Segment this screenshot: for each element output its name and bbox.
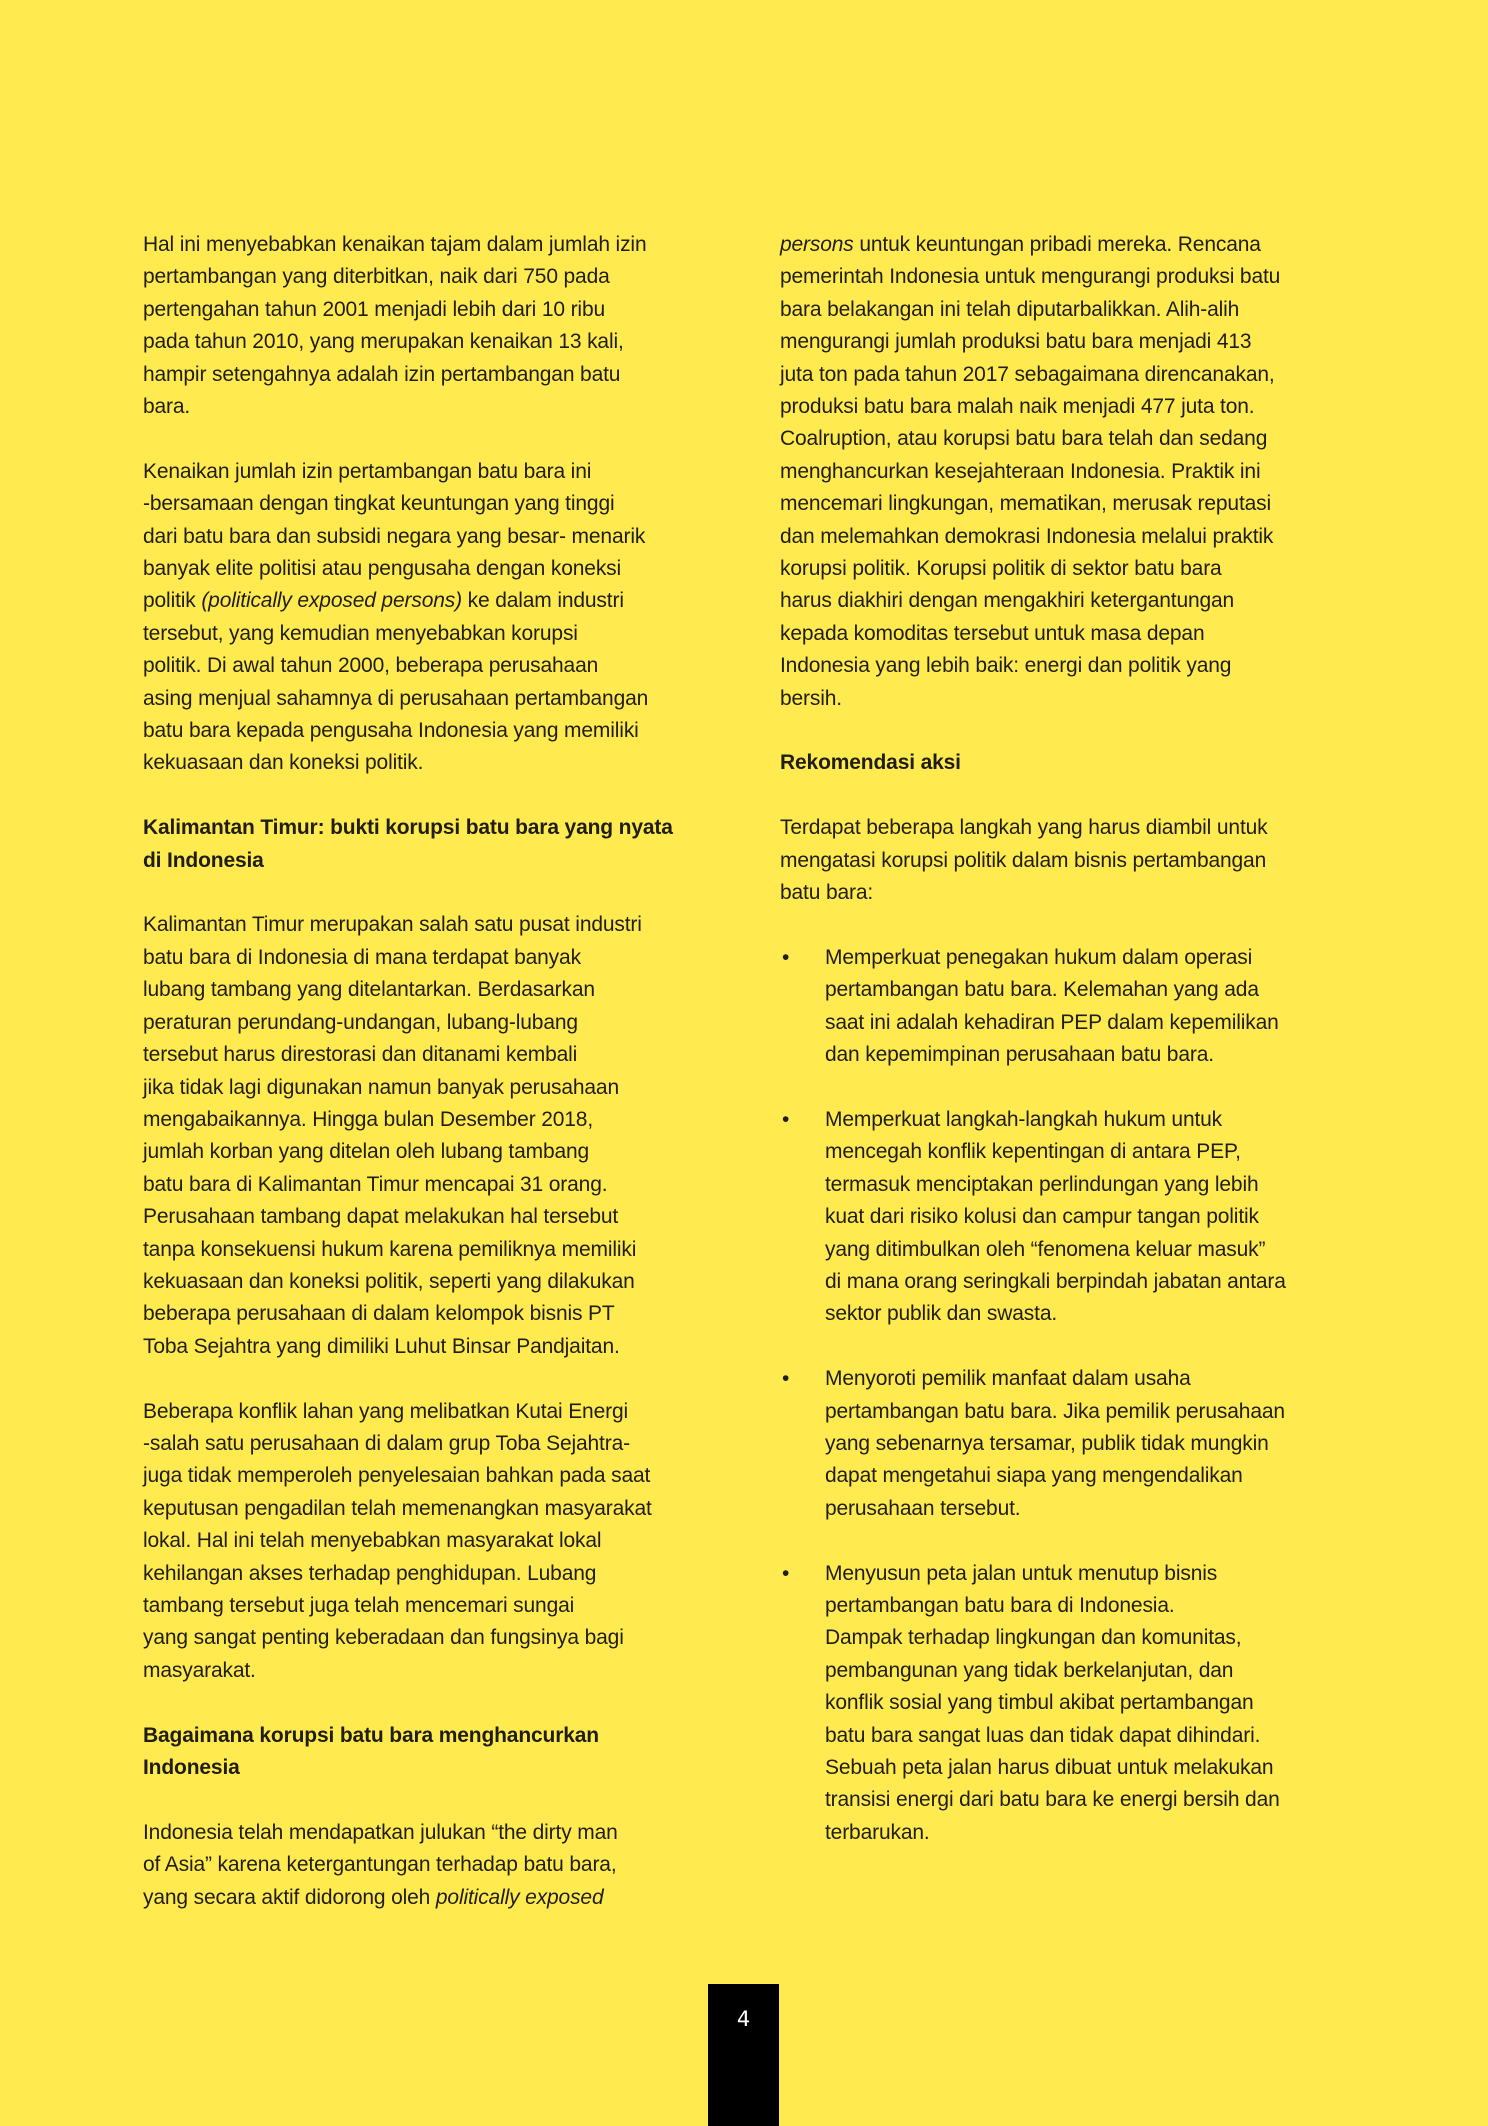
text-line: Dampak terhadap lingkungan dan komunitas, [825, 1626, 1242, 1650]
text-line: pertambangan batu bara di Indonesia. [825, 1593, 1175, 1617]
text-line: hampir setengahnya adalah izin pertambangan batu [143, 362, 621, 386]
text-line: yang ditimbulkan oleh “fenomena keluar masuk” [825, 1237, 1266, 1261]
italic-term: politically exposed [435, 1885, 604, 1909]
text-line: bara. [143, 395, 191, 419]
text-line: dan kepemimpinan perusahaan batu bara. [825, 1043, 1214, 1067]
text-line: juta ton pada tahun 2017 sebagaimana direncanakan, [780, 362, 1275, 386]
text-line: mengabaikannya. Hingga bulan Desember 2018, [143, 1107, 594, 1131]
text-line: saat ini adalah kehadiran PEP dalam kepemilikan [825, 1010, 1279, 1034]
text-line: tambang tersebut juga telah mencemari sungai [143, 1594, 575, 1617]
text-line: Indonesia yang lebih baik: energi dan politik yang [780, 654, 1232, 678]
section-heading-kalimantan [143, 812, 723, 877]
text-line: perusahaan tersebut. [825, 1496, 1021, 1520]
paragraph-izin-increase [143, 229, 723, 423]
text-line: tersebut, yang kemudian menyebabkan korupsi [143, 621, 578, 645]
text-line: batu bara di Kalimantan Timur mencapai 31 orang. [143, 1172, 608, 1196]
text-line: mengatasi korupsi politik dalam bisnis pertambangan [780, 848, 1267, 872]
text-line: dan melemahkan demokrasi Indonesia melalui praktik [780, 524, 1274, 548]
text-line: of Asia” karena ketergantungan terhadap batu bara, [143, 1853, 617, 1877]
text-line: peraturan perundang-undangan, lubang-lubang [143, 1010, 578, 1034]
text-line: sektor publik dan swasta. [825, 1302, 1058, 1326]
text-line: beberapa perusahaan di dalam kelompok bisnis PT [143, 1302, 615, 1326]
left-column [143, 229, 723, 1946]
text-line: konflik sosial yang timbul akibat pertambangan [825, 1691, 1254, 1715]
text-line: masyarakat. [143, 1658, 256, 1682]
text-line: Kenaikan jumlah izin pertambangan batu bara ini [143, 459, 592, 483]
text-line: bersih. [780, 686, 842, 710]
text-line: dari batu bara dan subsidi negara yang besar- menarik [143, 524, 646, 548]
text-line: Menyoroti pemilik manfaat dalam usaha [825, 1367, 1191, 1391]
page-number-box [708, 1984, 779, 2126]
text-run: politik [143, 589, 202, 613]
heading-line: Indonesia [143, 1756, 240, 1780]
text-run: ke dalam industri [461, 589, 624, 613]
text-line: menghancurkan kesejahteraan Indonesia. Praktik ini [780, 459, 1261, 483]
text-line: yang sebenarnya tersamar, publik tidak mungkin [825, 1431, 1269, 1455]
list-item [780, 942, 1360, 1072]
text-line: Toba Sejahtra yang dimiliki Luhut Binsar Pandjaitan. [143, 1334, 620, 1358]
bullet-icon: • [782, 1561, 790, 1585]
italic-term: persons [780, 233, 854, 256]
text-line: mengurangi jumlah produksi batu bara menjadi 413 [780, 330, 1252, 354]
text-line: asing menjual sahamnya di perusahaan pertambangan [143, 686, 649, 710]
text-line: batu bara di Indonesia di mana terdapat banyak [143, 945, 581, 969]
text-line: produksi batu bara malah naik menjadi 477 juta ton. [780, 395, 1255, 419]
bullet-icon: • [782, 1107, 790, 1131]
section-heading-recommendations [780, 747, 1360, 779]
text-line: Menyusun peta jalan untuk menutup bisnis [825, 1561, 1218, 1585]
paragraph-kutai-energi [143, 1396, 723, 1688]
list-item [780, 1558, 1360, 1850]
text-line: batu bara sangat luas dan tidak dapat dihindari. [825, 1723, 1261, 1747]
heading-line: Bagaimana korupsi batu bara menghancurkan [143, 1723, 599, 1747]
text-line: kekuasaan dan koneksi politik, seperti yang dilakukan [143, 1269, 635, 1293]
text-line: keputusan pengadilan telah memenangkan masyarakat [143, 1496, 652, 1520]
text-line: lubang tambang yang ditelantarkan. Berdasarkan [143, 978, 595, 1002]
text-line: kekuasaan dan koneksi politik. [143, 751, 424, 775]
text-line: pembangunan yang tidak berkelanjutan, dan [825, 1658, 1234, 1682]
bullet-icon: • [782, 1367, 790, 1391]
text-line: lokal. Hal ini telah menyebabkan masyarakat lokal [143, 1529, 602, 1553]
text-line: kepada komoditas tersebut untuk masa depan [780, 621, 1205, 645]
paragraph-pep [143, 456, 723, 780]
text-line: mencemari lingkungan, mematikan, merusak reputasi [780, 492, 1272, 516]
text-line: pertambangan batu bara. Jika pemilik perusahaan [825, 1399, 1285, 1423]
paragraph-kalimantan [143, 909, 723, 1363]
text-line: terbarukan. [825, 1820, 930, 1844]
text-line: banyak elite politisi atau pengusaha dengan koneksi [143, 557, 622, 581]
text-line: Coalruption, atau korupsi batu bara telah dan sedang [780, 427, 1268, 451]
text-line: Sebuah peta jalan harus dibuat untuk melakukan [825, 1756, 1274, 1779]
text-line [780, 229, 1360, 261]
text-line: Beberapa konflik lahan yang melibatkan Kutai Energi [143, 1399, 628, 1423]
text-line: Hal ini menyebabkan kenaikan tajam dalam jumlah izin [143, 233, 647, 256]
list-item [780, 1104, 1360, 1331]
text-line: Terdapat beberapa langkah yang harus diambil untuk [780, 816, 1268, 840]
text-line: -bersamaan dengan tingkat keuntungan yang tinggi [143, 492, 615, 516]
text-line: Memperkuat langkah-langkah hukum untuk [825, 1107, 1223, 1131]
text-line: batu bara: [780, 881, 874, 905]
text-line: jika tidak lagi digunakan namun banyak perusahaan [143, 1075, 619, 1099]
recommendations-list [780, 942, 1360, 1849]
text-line: kuat dari risiko kolusi dan campur tangan politik [825, 1205, 1259, 1229]
text-line: juga tidak memperoleh penyelesaian bahkan pada saat [143, 1464, 651, 1488]
heading-line: Rekomendasi aksi [780, 751, 961, 775]
text-line: Memperkuat penegakan hukum dalam operasi [825, 945, 1253, 969]
bullet-icon: • [782, 945, 790, 969]
text-line: yang sangat penting keberadaan dan fungsinya bagi [143, 1626, 624, 1650]
italic-term: (politically exposed persons) [201, 589, 462, 613]
text-line: batu bara kepada pengusaha Indonesia yang memiliki [143, 719, 639, 743]
heading-line: di Indonesia [143, 848, 264, 872]
text-line: kehilangan akses terhadap penghidupan. Lubang [143, 1561, 597, 1585]
text-line: tersebut harus direstorasi dan ditanami kembali [143, 1043, 578, 1067]
text-line: pertengahan tahun 2001 menjadi lebih dari 10 ribu [143, 297, 606, 321]
text-line: tanpa konsekuensi hukum karena pemiliknya memiliki [143, 1237, 637, 1261]
text-line: harus diakhiri dengan mengakhiri ketergantungan [780, 589, 1235, 613]
text-line: di mana orang seringkali berpindah jabatan antara [825, 1269, 1286, 1293]
text-line: Indonesia telah mendapatkan julukan “the dirty man [143, 1820, 618, 1844]
text-line: -salah satu perusahaan di dalam grup Toba Sejahtra- [143, 1431, 630, 1455]
text-line [143, 585, 723, 617]
text-line: transisi energi dari batu bara ke energi bersih dan [825, 1788, 1280, 1812]
text-run: yang secara aktif didorong oleh [143, 1885, 436, 1909]
text-line: pertambangan yang diterbitkan, naik dari 750 pada [143, 265, 610, 289]
paragraph-coalruption [780, 229, 1360, 715]
right-column [780, 229, 1360, 1882]
text-line: pemerintah Indonesia untuk mengurangi produksi batu [780, 265, 1281, 289]
text-line: politik. Di awal tahun 2000, beberapa perusahaan [143, 654, 599, 678]
list-item [780, 1363, 1360, 1525]
page-number: 4 [736, 2007, 751, 2031]
text-line: pada tahun 2010, yang merupakan kenaikan 13 kali, [143, 330, 624, 354]
text-line: jumlah korban yang ditelan oleh lubang tambang [143, 1140, 590, 1164]
text-line: korupsi politik. Korupsi politik di sektor batu bara [780, 557, 1222, 581]
text-line [143, 1882, 723, 1914]
text-line: Perusahaan tambang dapat melakukan hal tersebut [143, 1205, 619, 1229]
text-line: bara belakangan ini telah diputarbalikkan. Alih-alih [780, 297, 1240, 321]
text-line: termasuk menciptakan perlindungan yang lebih [825, 1172, 1259, 1196]
text-line: dapat mengetahui siapa yang mengendalikan [825, 1464, 1243, 1488]
section-heading-destruction [143, 1720, 723, 1785]
paragraph-recommendations-intro [780, 812, 1360, 909]
text-line: pertambangan batu bara. Kelemahan yang ada [825, 978, 1259, 1002]
text-line: mencegah konflik kepentingan di antara PEP, [825, 1140, 1241, 1164]
text-line: Kalimantan Timur merupakan salah satu pusat industri [143, 913, 642, 937]
paragraph-dirty-man [143, 1817, 723, 1914]
heading-line: Kalimantan Timur: bukti korupsi batu bara yang nyata [143, 816, 673, 840]
text-run: untuk keuntungan pribadi mereka. Rencana [853, 233, 1261, 256]
